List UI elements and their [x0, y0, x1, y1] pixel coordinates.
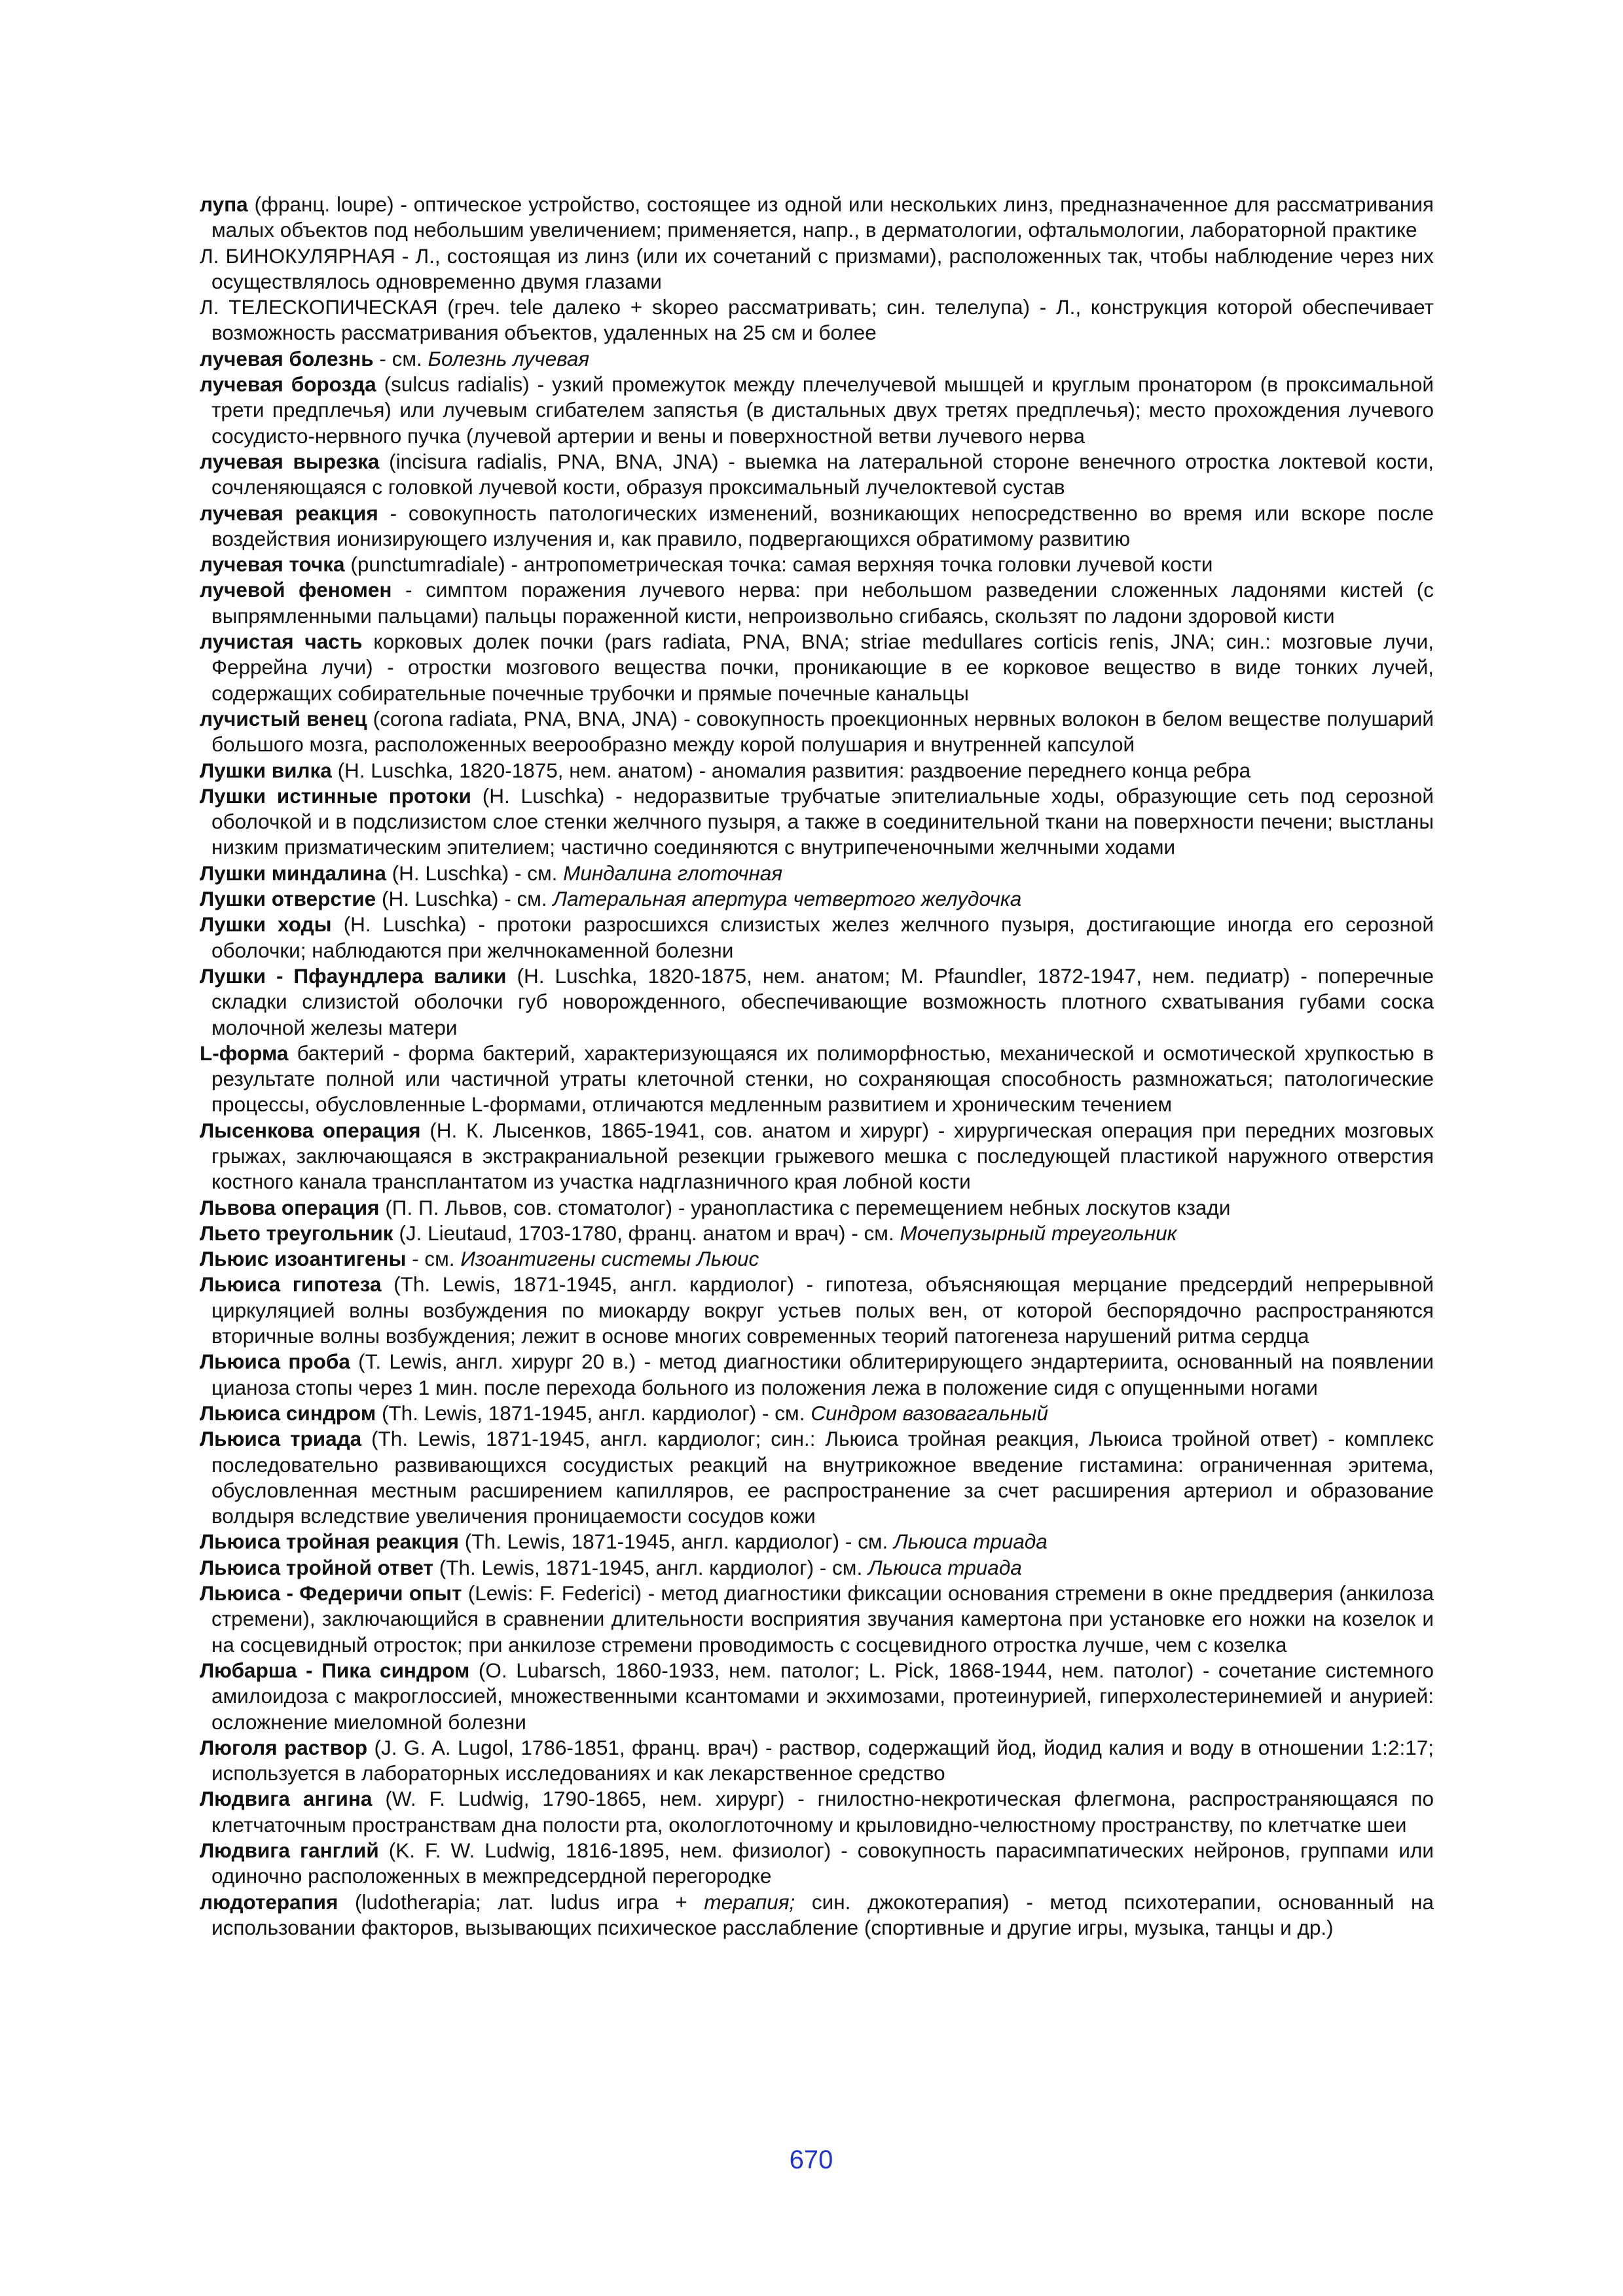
entry-text: - совокупность патологических изменений, возникающих непосредственно во время или вскоре после воздействия ионизирующего излучения и, как правило, подвергающихся обратимому развитию — [211, 501, 1434, 550]
dictionary-entry — [200, 861, 1434, 886]
dictionary-entry — [200, 1658, 1434, 1735]
entry-term: Льюиса синдром — [200, 1401, 376, 1425]
dictionary-entry — [200, 1890, 1434, 1941]
entry-cross-reference: Миндалина глоточная — [563, 861, 783, 885]
dictionary-entry — [200, 912, 1434, 963]
dictionary-entry — [200, 1349, 1434, 1401]
entry-term: лучевая реакция — [200, 501, 378, 525]
entry-term: Льюиса - Федеричи опыт — [200, 1581, 462, 1605]
dictionary-entry — [200, 577, 1434, 629]
dictionary-entry — [200, 706, 1434, 758]
entry-term: Лушки - Пфаундлера валики — [200, 963, 507, 988]
entry-text: (H. Luschka) - см. — [381, 887, 547, 911]
entry-text: - см. — [379, 346, 422, 370]
entry-text: (K. F. W. Ludwig, 1816-1895, нем. физиолог) - совокупность парасимпатических нейронов, группами или одиночно расположенных в межпредсердной перегородке — [211, 1839, 1434, 1888]
entry-term: Льето треугольник — [200, 1221, 393, 1245]
entry-text: - см. — [412, 1247, 455, 1271]
entry-term: лучевая борозда — [200, 372, 376, 397]
entry-term: Люголя раствор — [200, 1735, 368, 1759]
entry-text: (H. Luschka) - см. — [392, 861, 558, 885]
entry-text: - симптом поражения лучевого нерва: при небольшом разведении сложенных ладонями кистей (с выпрямленными пальцами) пальцы пораженной кисти, непроизвольно сгибаясь, скользят по ладони здоровой кисти — [211, 578, 1434, 628]
entry-text: (H. Luschka) - недоразвитые трубчатые эпителиальные ходы, образующие сеть под серозной оболочкой и в подслизистом слое стенки желчного пузыря, а также в соединительной ткани на поверхности печени; выстланы низким призматическим эпителием; частично соединяются с внутрипеченочными желчными ходами — [211, 783, 1434, 859]
entry-term: Лушки отверстие — [200, 887, 376, 911]
entry-text: (corona radiata, PNA, BNA, JNA) - совокупность проекционных нервных волокон в белом веществе полушарий большого мозга, расположенных веерообразно между корой полушария и внутренней капсулой — [211, 706, 1434, 757]
entry-text: (sulcus radialis) - узкий промежуток между плечелучевой мышцей и круглым пронатором (в проксимальной трети предплечья) или лучевым сгибателем запястья (в дистальных двух третях предплечья); место прохождения лучевого сосудисто-нервного пучка (лучевой артерии и вены и поверхностной ветви лучевого нерва — [211, 372, 1434, 448]
dictionary-entry — [200, 346, 1434, 372]
entry-term: Льюиса тройной ответ — [200, 1555, 433, 1579]
entry-text: (incisura radialis, PNA, BNA, JNA) - выемка на латеральной стороне венечного отростка локтевой кости, сочленяющаяся с головкой лучевой кости, образуя проксимальный лучелоктевой сустав — [211, 449, 1434, 499]
entry-term: людотерапия — [200, 1890, 338, 1914]
entry-text: (T. Lewis, англ. хирург 20 в.) - метод диагностики облитерирующего эндартериита, основанный на появлении цианоза стопы через 1 мин. после перехода больного из положения лежа в положение сидя с опущенными ногами — [211, 1350, 1434, 1399]
entry-term: Лушки истинные протоки — [200, 783, 471, 808]
dictionary-entry — [200, 1555, 1434, 1581]
dictionary-entry — [200, 1195, 1434, 1221]
entry-term: Львова операция — [200, 1195, 380, 1219]
page-number: 670 — [789, 2145, 833, 2174]
entry-term: лупа — [200, 192, 248, 216]
dictionary-entry — [200, 295, 1434, 346]
entry-text: (J. Lieutaud, 1703-1780, франц. анатом и врач) - см. — [399, 1221, 894, 1245]
entry-text: (O. Lubarsch, 1860-1933, нем. патолог; L. Pick, 1868-1944, нем. патолог) - сочетание системного амилоидоза с макроглоссией, множественными ксантомами и экхимозами, протеинурией, гиперхолестеринемией и анурией: осложнение миеломной болезни — [211, 1658, 1434, 1734]
dictionary-entry — [200, 1735, 1434, 1787]
entry-text: (punctumradiale) - антропометрическая точка: самая верхняя точка головки лучевой кости — [350, 552, 1213, 577]
entry-text: (Th. Lewis, 1871-1945, англ. кардиолог) - см. — [464, 1530, 888, 1554]
entry-text: (W. F. Ludwig, 1790-1865, нем. хирург) - гнилостно-некротическая флегмона, распространяющаяся по клетчаточным пространствам дна полости рта, окологлоточному и крыловидно-челюстному пространству, по клетчатке шеи — [211, 1787, 1434, 1837]
entry-text: (H. Luschka) - протоки разросшихся слизистых желез желчного пузыря, достигающие иногда его серозной оболочки; наблюдаются при желчнокаменной болезни — [211, 912, 1434, 962]
entry-cross-reference: терапия; — [704, 1890, 795, 1914]
entry-text: (H. Luschka, 1820-1875, нем. анатом) - аномалия развития: раздвоение переднего конца ребра — [337, 758, 1251, 782]
entry-cross-reference: Изоантигены системы Льюис — [460, 1247, 759, 1271]
dictionary-entry — [200, 192, 1434, 243]
dictionary-entry — [200, 1426, 1434, 1529]
dictionary-entry — [200, 1118, 1434, 1195]
entry-term: лучевая вырезка — [200, 449, 380, 473]
dictionary-entry — [200, 1041, 1434, 1118]
entry-term: Людвига ангина — [200, 1787, 373, 1811]
entry-term: лучистый венец — [200, 706, 367, 730]
entry-term: Льюиса проба — [200, 1350, 350, 1374]
dictionary-entry — [200, 1401, 1434, 1426]
entry-text: (Th. Lewis, 1871-1945, англ. кардиолог) - см. — [381, 1401, 805, 1425]
dictionary-entries — [200, 192, 1434, 1941]
entry-text-continued: син. джокотерапия) - метод психотерапии, основанный на использовании факторов, вызывающих психическое расслабление (спортивные и другие игры, музыка, танцы и др.) — [211, 1890, 1434, 1939]
dictionary-entry — [200, 1786, 1434, 1838]
entry-text: (Th. Lewis, 1871-1945, англ. кардиолог) - см. — [439, 1555, 863, 1579]
entry-cross-reference: Болезнь лучевая — [428, 346, 590, 370]
entry-text: (J. G. A. Lugol, 1786-1851, франц. врач) - раствор, содержащий йод, йодид калия и воду в отношении 1:2:17; используется в лабораторных исследованиях и как лекарственное средство — [211, 1735, 1434, 1785]
dictionary-entry — [200, 1272, 1434, 1349]
dictionary-entry — [200, 1529, 1434, 1554]
dictionary-entry — [200, 1246, 1434, 1272]
dictionary-entry — [200, 783, 1434, 861]
dictionary-entry — [200, 1221, 1434, 1246]
entry-term: лучевая точка — [200, 552, 345, 577]
dictionary-entry — [200, 886, 1434, 912]
dictionary-entry — [200, 552, 1434, 577]
dictionary-entry — [200, 449, 1434, 501]
entry-text: (Th. Lewis, 1871-1945, англ. кардиолог) - гипотеза, объясняющая мерцание предсердий непрерывной циркуляцией волны возбуждения по миокарду вокруг устьев полых вен, от которой беспорядочно распространяются вторичные волны возбуждения; лежит в основе многих современных теорий патогенеза нарушений ритма сердца — [211, 1272, 1434, 1348]
entry-text: (H. Luschka, 1820-1875, нем. анатом; M. Pfaundler, 1872-1947, нем. педиатр) - поперечные складки слизистой оболочки губ новорожденного, обеспечивающие возможность плотного схватывания губами соска молочной железы матери — [211, 963, 1434, 1039]
dictionary-entry — [200, 243, 1434, 295]
entry-term: Лушки миндалина — [200, 861, 386, 885]
dictionary-entry — [200, 629, 1434, 706]
entry-term: Льюиса гипотеза — [200, 1272, 382, 1297]
dictionary-entry — [200, 372, 1434, 449]
entry-cross-reference: Синдром вазовагальный — [811, 1401, 1048, 1425]
entry-term: Льюиса тройная реакция — [200, 1530, 460, 1554]
entry-cross-reference: Льюиса триада — [894, 1530, 1048, 1554]
entry-text: бактерий - форма бактерий, характеризующаяся их полиморфностью, механической и осмотической хрупкостью в результате полной или частичной утраты клеточной стенки, но сохраняющая способность размножаться; патологические процессы, обусловленные L-формами, отличаются медленным развитием и хроническим течением — [211, 1041, 1434, 1117]
entry-text: (Н. К. Лысенков, 1865-1941, сов. анатом и хирург) - хирургическая операция при передних мозговых грыжах, заключающаяся в экстракраниальной резекции грыжевого мешка с последующей пластикой наружного отверстия костного канала трансплантатом из участка надглазничного края лобной кости — [211, 1118, 1434, 1194]
entry-term: лучевой феномен — [200, 578, 392, 602]
entry-text: (Lewis: F. Federici) - метод диагностики фиксации основания стремени в окне преддверия (анкилоза стремени), заключающийся в сравнении длительности восприятия звучания камертона при установке его ножки на козелок и на сосцевидный отросток; при анкилозе стремени проводимость с сосцевидного отростка лучше, чем с козелка — [211, 1581, 1434, 1657]
entry-term: L-форма — [200, 1041, 289, 1065]
entry-term: лучевая болезнь — [200, 346, 374, 370]
entry-term: Лушки ходы — [200, 912, 332, 937]
dictionary-entry — [200, 963, 1434, 1041]
entry-term: Лушки вилка — [200, 758, 332, 782]
entry-term: Льюис изоантигены — [200, 1247, 407, 1271]
dictionary-entry — [200, 1838, 1434, 1890]
entry-text: (П. П. Львов, сов. стоматолог) - уранопластика с перемещением небных лоскутов кзади — [385, 1195, 1231, 1219]
dictionary-entry — [200, 1581, 1434, 1658]
entry-term: Льюиса триада — [200, 1427, 362, 1451]
entry-cross-reference: Льюиса триада — [867, 1555, 1022, 1579]
entry-text: (ludotherapia; лат. ludus игра + — [355, 1890, 687, 1914]
dictionary-entry — [200, 758, 1434, 783]
entry-text: корковых долек почки (pars radiata, PNA, BNA; striae medullares corticis renis, JNA; син.: мозговые лучи, Феррейна лучи) - отростки мозгового вещества почки, проникающие в ее корковое вещество в виде тонких лучей, содержащих собирательные почечные трубочки и прямые почечные канальцы — [211, 630, 1434, 705]
entry-term: Любарша - Пика синдром — [200, 1658, 470, 1682]
entry-term: Людвига ганглий — [200, 1839, 379, 1862]
entry-text: (Th. Lewis, 1871-1945, англ. кардиолог; син.: Льюиса тройная реакция, Льюиса тройной ответ) - комплекс последовательно развивающихся сосудистых реакций на внутрикожное введение гистамина: ограниченная эритема, обусловленная местным расширением капилляров, ее распространение за счет расширения артериол и образование волдыря вследствие увеличения проницаемости сосудов кожи — [211, 1427, 1434, 1528]
entry-cross-reference: Латеральная апертура четвертого желудочка — [553, 887, 1022, 911]
entry-cross-reference: Мочепузырный треугольник — [900, 1221, 1177, 1245]
entry-term: лучистая часть — [200, 630, 363, 654]
entry-text: (франц. loupe) - оптическое устройство, состоящее из одной или нескольких линз, предназначенное для рассматривания малых объектов под небольшим увеличением; применяется, напр., в дерматологии, офтальмологии, лабораторной практике — [211, 192, 1434, 242]
dictionary-entry — [200, 501, 1434, 552]
entry-text: Л. БИНОКУЛЯРНАЯ - Л., состоящая из линз (или их сочетаний с призмами), расположенных так, чтобы наблюдение через них осуществлялось одновременно двумя глазами — [200, 243, 1434, 293]
entry-text: Л. ТЕЛЕСКОПИЧЕСКАЯ (греч. tele далеко + skopeo рассматривать; син. телелупа) - Л., конструкция которой обеспечивает возможность рассматривания объектов, удаленных на 25 см и более — [200, 295, 1434, 345]
entry-term: Лысенкова операция — [200, 1118, 421, 1142]
